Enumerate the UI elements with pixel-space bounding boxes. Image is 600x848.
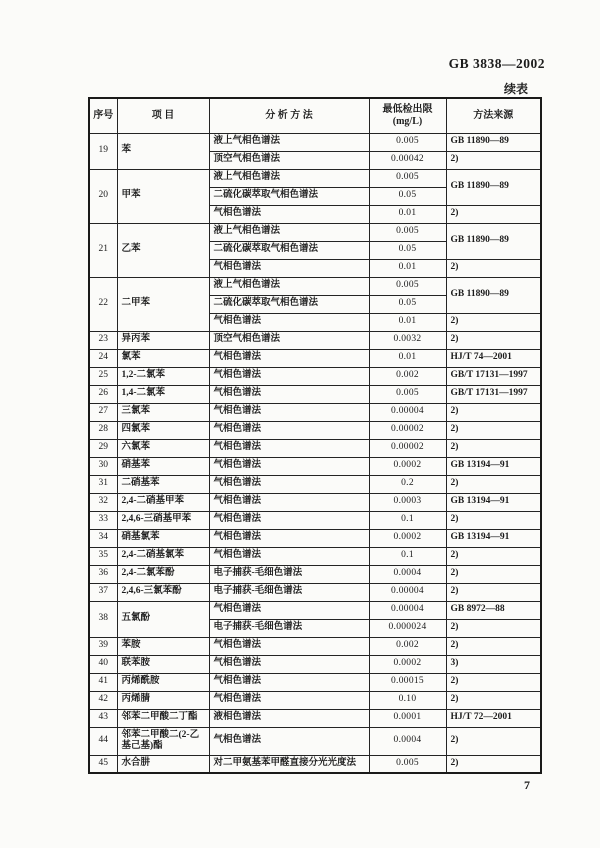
source-cell: 2)	[446, 637, 541, 655]
method-cell: 气相色谱法	[209, 673, 369, 691]
col-header-source: 方法来源	[446, 98, 541, 133]
source-cell: 2)	[446, 331, 541, 349]
limit-cell: 0.0032	[369, 331, 446, 349]
col-header-method: 分 析 方 法	[209, 98, 369, 133]
item-cell: 硝基苯	[117, 457, 209, 475]
method-cell: 电子捕获-毛细色谱法	[209, 565, 369, 583]
source-cell: 2)	[446, 403, 541, 421]
table-row	[89, 583, 541, 601]
source-cell: GB 13194—91	[446, 493, 541, 511]
limit-cell: 0.01	[369, 349, 446, 367]
table-row	[89, 223, 541, 241]
method-cell: 顶空气相色谱法	[209, 331, 369, 349]
source-cell: 2)	[446, 511, 541, 529]
method-cell: 气相色谱法	[209, 511, 369, 529]
row-number-cell: 28	[89, 421, 117, 439]
row-number-cell: 35	[89, 547, 117, 565]
table-row	[89, 673, 541, 691]
source-cell: GB 13194—91	[446, 457, 541, 475]
row-number-cell: 26	[89, 385, 117, 403]
item-cell: 2,4,6-三氯苯酚	[117, 583, 209, 601]
limit-cell: 0.2	[369, 475, 446, 493]
row-number-cell: 32	[89, 493, 117, 511]
limit-cell: 0.005	[369, 223, 446, 241]
method-cell: 气相色谱法	[209, 691, 369, 709]
item-cell: 四氯苯	[117, 421, 209, 439]
page-number: 7	[524, 778, 530, 792]
source-cell: GB 13194—91	[446, 529, 541, 547]
item-cell: 三氯苯	[117, 403, 209, 421]
item-cell: 六氯苯	[117, 439, 209, 457]
source-cell: 2)	[446, 205, 541, 223]
method-cell: 顶空气相色谱法	[209, 151, 369, 169]
source-cell: GB 11890—89	[446, 169, 541, 205]
limit-cell: 0.0001	[369, 709, 446, 727]
table-row	[89, 475, 541, 493]
limit-cell: 0.01	[369, 205, 446, 223]
item-cell: 氯苯	[117, 349, 209, 367]
method-cell: 气相色谱法	[209, 367, 369, 385]
row-number-cell: 22	[89, 277, 117, 331]
row-number-cell: 31	[89, 475, 117, 493]
method-cell: 气相色谱法	[209, 421, 369, 439]
analysis-methods-table	[88, 97, 542, 774]
method-cell: 气相色谱法	[209, 313, 369, 331]
item-cell: 2,4-二硝基氯苯	[117, 547, 209, 565]
source-cell: GB/T 17131—1997	[446, 367, 541, 385]
row-number-cell: 20	[89, 169, 117, 223]
row-number-cell: 40	[89, 655, 117, 673]
row-number-cell: 43	[89, 709, 117, 727]
item-cell: 1,2-二氯苯	[117, 367, 209, 385]
method-cell: 二硫化碳萃取气相色谱法	[209, 187, 369, 205]
limit-cell: 0.05	[369, 241, 446, 259]
item-cell: 1,4-二氯苯	[117, 385, 209, 403]
table-row	[89, 169, 541, 187]
row-number-cell: 44	[89, 727, 117, 755]
limit-cell: 0.00004	[369, 403, 446, 421]
table-row	[89, 439, 541, 457]
item-cell: 2,4-二氯苯酚	[117, 565, 209, 583]
item-cell: 异丙苯	[117, 331, 209, 349]
col-header-limit	[369, 98, 446, 133]
item-cell: 苯胺	[117, 637, 209, 655]
source-cell: 2)	[446, 439, 541, 457]
method-cell: 气相色谱法	[209, 205, 369, 223]
table-row	[89, 565, 541, 583]
row-number-cell: 37	[89, 583, 117, 601]
item-cell: 丙烯酰胺	[117, 673, 209, 691]
row-number-cell: 39	[89, 637, 117, 655]
limit-cell: 0.01	[369, 259, 446, 277]
method-cell: 对二甲氨基苯甲醛直接分光光度法	[209, 755, 369, 773]
source-cell: GB 11890—89	[446, 277, 541, 313]
table-row	[89, 637, 541, 655]
method-cell: 气相色谱法	[209, 637, 369, 655]
source-cell: 2)	[446, 421, 541, 439]
item-cell: 乙苯	[117, 223, 209, 277]
source-cell: 2)	[446, 691, 541, 709]
source-cell: 3)	[446, 655, 541, 673]
table-row	[89, 727, 541, 755]
limit-cell: 0.000024	[369, 619, 446, 637]
item-cell: 五氯酚	[117, 601, 209, 637]
table-row	[89, 457, 541, 475]
item-cell: 2,4-二硝基甲苯	[117, 493, 209, 511]
source-cell: HJ/T 72—2001	[446, 709, 541, 727]
limit-cell: 0.005	[369, 277, 446, 295]
method-cell: 气相色谱法	[209, 457, 369, 475]
row-number-cell: 33	[89, 511, 117, 529]
method-cell: 气相色谱法	[209, 601, 369, 619]
method-cell: 电子捕获-毛细色谱法	[209, 583, 369, 601]
method-cell: 气相色谱法	[209, 475, 369, 493]
limit-cell: 0.0002	[369, 457, 446, 475]
limit-cell: 0.005	[369, 385, 446, 403]
col-header-limit-unit: (mg/L)	[392, 115, 423, 127]
limit-cell: 0.0002	[369, 529, 446, 547]
item-cell: 丙烯腈	[117, 691, 209, 709]
item-cell: 二甲苯	[117, 277, 209, 331]
row-number-cell: 29	[89, 439, 117, 457]
table-row	[89, 403, 541, 421]
limit-cell: 0.00002	[369, 421, 446, 439]
table-row	[89, 367, 541, 385]
method-cell: 气相色谱法	[209, 259, 369, 277]
limit-cell: 0.0004	[369, 565, 446, 583]
standard-number: GB 3838—2002	[448, 56, 545, 71]
table-row	[89, 331, 541, 349]
table-row	[89, 709, 541, 727]
source-cell: GB 11890—89	[446, 223, 541, 259]
row-number-cell: 36	[89, 565, 117, 583]
source-cell: 2)	[446, 259, 541, 277]
col-header-limit-title: 最低检出限	[382, 103, 433, 115]
col-header-no: 序号	[89, 98, 117, 133]
method-cell: 气相色谱法	[209, 547, 369, 565]
table-row	[89, 421, 541, 439]
item-cell: 水合肼	[117, 755, 209, 773]
source-cell: 2)	[446, 565, 541, 583]
limit-cell: 0.0004	[369, 727, 446, 755]
col-header-item: 项 目	[117, 98, 209, 133]
limit-cell: 0.0002	[369, 655, 446, 673]
source-cell: GB 11890—89	[446, 133, 541, 151]
source-cell: 2)	[446, 673, 541, 691]
limit-cell: 0.1	[369, 547, 446, 565]
source-cell: 2)	[446, 619, 541, 637]
method-cell: 液相色谱法	[209, 709, 369, 727]
method-cell: 二硫化碳萃取气相色谱法	[209, 241, 369, 259]
table-row	[89, 493, 541, 511]
document-header	[449, 56, 545, 97]
method-cell: 气相色谱法	[209, 727, 369, 755]
item-cell: 联苯胺	[117, 655, 209, 673]
limit-cell: 0.005	[369, 755, 446, 773]
continued-table-label: 续表	[503, 82, 528, 96]
item-cell: 邻苯二甲酸二丁酯	[117, 709, 209, 727]
limit-cell: 0.005	[369, 169, 446, 187]
row-number-cell: 19	[89, 133, 117, 169]
method-cell: 二硫化碳萃取气相色谱法	[209, 295, 369, 313]
method-cell: 液上气相色谱法	[209, 223, 369, 241]
row-number-cell: 25	[89, 367, 117, 385]
limit-cell: 0.05	[369, 187, 446, 205]
source-cell: 2)	[446, 583, 541, 601]
method-cell: 液上气相色谱法	[209, 277, 369, 295]
row-number-cell: 23	[89, 331, 117, 349]
row-number-cell: 27	[89, 403, 117, 421]
item-cell: 二硝基苯	[117, 475, 209, 493]
table-row	[89, 133, 541, 151]
source-cell: 2)	[446, 151, 541, 169]
limit-cell: 0.00002	[369, 439, 446, 457]
method-cell: 气相色谱法	[209, 385, 369, 403]
item-cell: 2,4,6-三硝基甲苯	[117, 511, 209, 529]
item-cell: 苯	[117, 133, 209, 169]
row-number-cell: 42	[89, 691, 117, 709]
source-cell: HJ/T 74—2001	[446, 349, 541, 367]
row-number-cell: 24	[89, 349, 117, 367]
table-row	[89, 349, 541, 367]
method-cell: 气相色谱法	[209, 529, 369, 547]
row-number-cell: 45	[89, 755, 117, 773]
method-cell: 液上气相色谱法	[209, 169, 369, 187]
source-cell: 2)	[446, 727, 541, 755]
limit-cell: 0.10	[369, 691, 446, 709]
table-row	[89, 655, 541, 673]
limit-cell: 0.00015	[369, 673, 446, 691]
method-cell: 气相色谱法	[209, 403, 369, 421]
header-row	[89, 98, 541, 133]
limit-cell: 0.0003	[369, 493, 446, 511]
source-cell: GB 8972—88	[446, 601, 541, 619]
source-cell: GB/T 17131—1997	[446, 385, 541, 403]
limit-cell: 0.00004	[369, 601, 446, 619]
method-cell: 电子捕获-毛细色谱法	[209, 619, 369, 637]
source-cell: 2)	[446, 755, 541, 773]
table-row	[89, 385, 541, 403]
source-cell: 2)	[446, 313, 541, 331]
method-cell: 气相色谱法	[209, 493, 369, 511]
limit-cell: 0.05	[369, 295, 446, 313]
table-row	[89, 529, 541, 547]
method-cell: 气相色谱法	[209, 655, 369, 673]
table-row	[89, 691, 541, 709]
item-cell: 硝基氯苯	[117, 529, 209, 547]
limit-cell: 0.002	[369, 637, 446, 655]
limit-cell: 0.00004	[369, 583, 446, 601]
limit-cell: 0.01	[369, 313, 446, 331]
limit-cell: 0.00042	[369, 151, 446, 169]
row-number-cell: 34	[89, 529, 117, 547]
method-cell: 液上气相色谱法	[209, 133, 369, 151]
row-number-cell: 30	[89, 457, 117, 475]
source-cell: 2)	[446, 475, 541, 493]
table-row	[89, 547, 541, 565]
item-cell: 邻苯二甲酸二(2-乙基己基)酯	[117, 727, 209, 755]
item-cell: 甲苯	[117, 169, 209, 223]
table-row	[89, 277, 541, 295]
table-row	[89, 511, 541, 529]
source-cell: 2)	[446, 547, 541, 565]
row-number-cell: 38	[89, 601, 117, 637]
limit-cell: 0.002	[369, 367, 446, 385]
limit-cell: 0.005	[369, 133, 446, 151]
method-cell: 气相色谱法	[209, 349, 369, 367]
row-number-cell: 41	[89, 673, 117, 691]
limit-cell: 0.1	[369, 511, 446, 529]
table-row	[89, 755, 541, 773]
method-cell: 气相色谱法	[209, 439, 369, 457]
table-row	[89, 601, 541, 619]
row-number-cell: 21	[89, 223, 117, 277]
